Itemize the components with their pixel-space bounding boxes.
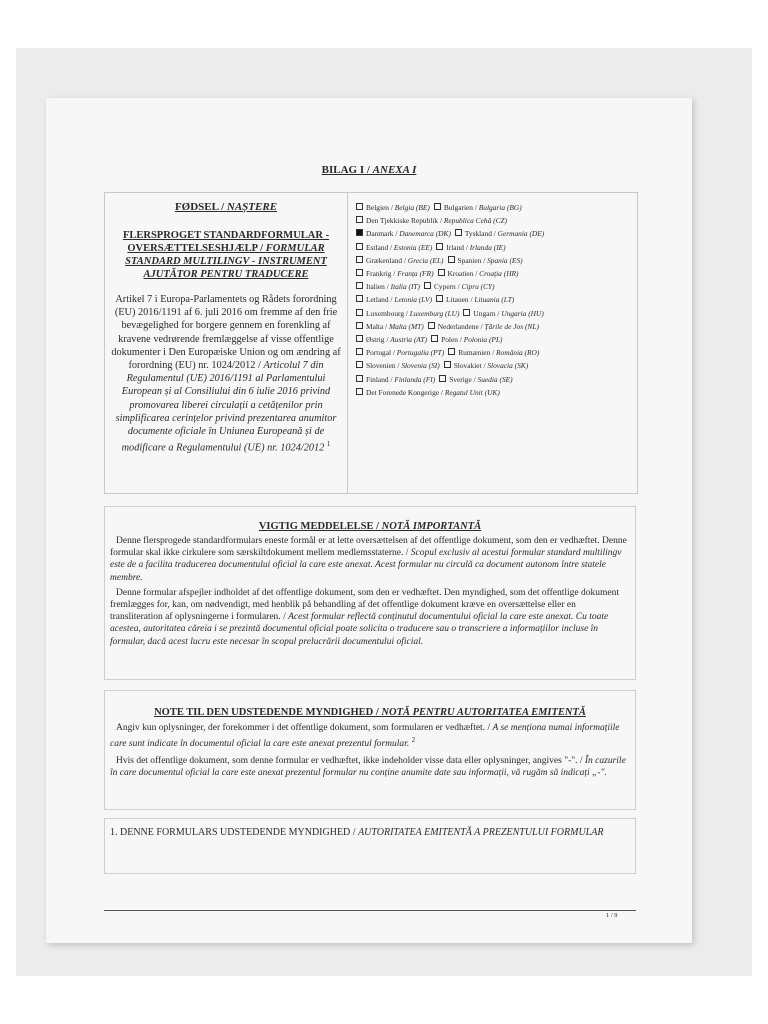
country-name-ro: Spania (ES) (487, 255, 523, 265)
footer-rule (104, 910, 636, 911)
checkbox-icon[interactable] (444, 361, 451, 368)
country-row (355, 346, 637, 359)
checkbox-icon[interactable] (356, 309, 363, 316)
country-name-da: Cypern (434, 282, 456, 292)
country-checkbox-list (355, 201, 637, 399)
checkbox-icon[interactable] (455, 229, 462, 236)
country-name-ro: Regatul Unit (UK) (444, 387, 500, 397)
country-row (355, 320, 637, 333)
separator: / (384, 282, 391, 292)
country-row (355, 201, 637, 214)
country-name-ro: Malta (MT) (389, 321, 424, 331)
country-name-da: Bulgarien (443, 203, 473, 212)
separator: / (383, 321, 389, 331)
important-notice-heading: VIGTIG MEDDELELSE / NOTĂ IMPORTANTĂ (258, 521, 482, 532)
country-name-da: Italien (366, 282, 385, 292)
country-name-ro: Germania (DE) (497, 229, 545, 239)
country-name-ro: Estonia (EE) (393, 242, 433, 252)
separator: / (439, 387, 445, 397)
checkbox-icon[interactable] (356, 203, 363, 210)
country-option (438, 375, 512, 384)
section-1-heading: 1. DENNE FORMULARS UDSTEDENDE MYNDIGHED / AUTORITATEA EMITENTĂ A PREZENTULUI FORMULAR (110, 827, 604, 838)
country-option (355, 322, 424, 331)
form-title-cell (105, 193, 348, 493)
country-name-da: Polen (441, 335, 458, 345)
important-paragraph-1: Denne flersprogede standardformulars eneste formål er at lette oversættelsen af det offentlige dokument, som den er vedhæftet. Denne formular skal ikke cirkulere som særskiltdokument mellem medlemsstaterne. / Scopul exclusiv al acestui formular standard multilingv este de a facilita traducerea documentului oficial la care este anexat. Acest formular nu circulă ca document autonom între statele membre. (110, 536, 627, 583)
country-option (437, 269, 519, 278)
country-name-da: Ungarn (473, 308, 496, 318)
checkbox-icon[interactable] (434, 203, 441, 210)
country-name-ro: Luxemburg (LU) (409, 308, 460, 318)
separator: / (438, 216, 444, 226)
document-page (46, 98, 692, 943)
country-name-ro: Letonia (LV) (394, 295, 433, 305)
checkbox-icon[interactable] (356, 348, 363, 355)
country-option (355, 388, 500, 397)
country-name-ro: Ungaria (HU) (501, 308, 544, 318)
country-row (355, 214, 637, 227)
page-number: 1 / 9 (606, 912, 618, 919)
country-name-ro: Finlanda (FI) (394, 374, 436, 384)
issuing-note-heading: NOTE TIL DEN UDSTEDENDE MYNDIGHED / NOTĂ PENTRU AUTORITATEA EMITENTĂ (154, 707, 586, 718)
country-option (355, 203, 430, 212)
country-option (454, 229, 544, 238)
separator: / (481, 361, 488, 371)
country-option (443, 361, 529, 370)
checkbox-icon[interactable] (356, 388, 363, 395)
country-row (355, 373, 637, 386)
country-name-da: Letland (366, 295, 389, 305)
country-name-ro: Polonia (PL) (463, 335, 503, 345)
country-option (355, 282, 420, 291)
country-name-ro: Lituania (LT) (474, 295, 515, 305)
country-option (355, 269, 434, 278)
country-name-da: Rumænien (458, 348, 491, 358)
country-option (355, 335, 427, 344)
header-box (104, 192, 638, 494)
country-name-ro: Franța (FR) (397, 269, 434, 279)
checkbox-icon[interactable] (356, 295, 363, 302)
country-row (355, 293, 637, 306)
separator: / (395, 361, 402, 371)
country-name-da: Litauen (446, 295, 469, 305)
country-option (355, 256, 444, 265)
checkbox-icon[interactable] (436, 243, 443, 250)
country-option (355, 361, 440, 370)
country-name-da: Slovakiet (453, 361, 482, 371)
checkbox-icon[interactable] (463, 309, 470, 316)
country-option (447, 348, 539, 357)
checkbox-icon[interactable] (356, 216, 363, 223)
country-name-ro: Belgia (BE) (394, 203, 430, 212)
country-name-da: Belgien (366, 203, 389, 212)
country-name-da: Frankrig (366, 269, 392, 279)
country-row (355, 254, 637, 267)
separator: / (471, 374, 478, 384)
checkbox-icon[interactable] (356, 282, 363, 289)
checkbox-icon[interactable] (356, 335, 363, 342)
country-name-da: Luxembourg (366, 308, 405, 318)
checkbox-icon[interactable] (439, 375, 446, 382)
country-option (355, 229, 451, 238)
checkbox-icon[interactable] (448, 256, 455, 263)
country-option (447, 256, 523, 265)
country-option (355, 375, 435, 384)
country-name-da: Den Tjekkiske Republik (366, 216, 439, 226)
country-row (355, 241, 637, 254)
country-row (355, 307, 637, 320)
country-name-ro: Slovenia (SI) (401, 361, 440, 371)
separator: / (473, 203, 479, 212)
country-option (430, 335, 502, 344)
country-name-da: Slovenien (366, 361, 396, 371)
country-name-ro: Portugalia (PT) (396, 348, 445, 358)
form-title: FLERSPROGET STANDARDFORMULAR - OVERSÆTTELSESHJÆLP / FORMULAR STANDARD MULTILINGV - INSTRUMENT AJUTĂTOR PENTRU TRADUCERE (122, 230, 330, 280)
checkbox-icon[interactable] (431, 335, 438, 342)
checkbox-icon[interactable] (356, 361, 363, 368)
country-option (355, 216, 507, 225)
checkbox-icon[interactable] (356, 322, 363, 329)
separator: / (495, 308, 502, 318)
separator: / (389, 203, 395, 212)
issuing-paragraph-2: Hvis det offentlige dokument, som denne formular er vedhæftet, ikke indeholder visse data eller oplysninger, angives "-". / În cazurile în care documentul oficial la care este anexat prezentul formular nu conține anumite date sau informații, vă rugăm să indicați „-". (110, 755, 626, 778)
separator: / (391, 269, 398, 279)
country-name-ro: Republica Cehă (CZ) (443, 216, 508, 226)
separator: / (388, 295, 395, 305)
country-option (355, 309, 459, 318)
separator: / (388, 374, 395, 384)
separator: / (393, 229, 400, 239)
separator: / (468, 295, 475, 305)
separator: / (455, 282, 462, 292)
separator: / (402, 255, 408, 265)
country-name-ro: Croația (HR) (479, 269, 519, 279)
checkbox-icon[interactable] (356, 256, 363, 263)
country-name-ro: Danemarca (DK) (399, 229, 451, 239)
country-name-ro: Bulgaria (BG) (478, 203, 522, 212)
checkbox-icon[interactable] (356, 269, 363, 276)
separator: / (391, 348, 397, 358)
country-name-ro: Țările de Jos (NL) (484, 321, 539, 331)
separator: / (463, 242, 470, 252)
separator: / (388, 242, 394, 252)
country-row (355, 333, 637, 346)
country-name-da: Malta (366, 321, 384, 331)
country-name-ro: Irlanda (IE) (469, 242, 506, 252)
country-name-da: Sverige (449, 374, 472, 384)
country-option (423, 282, 495, 291)
country-name-da: Spanien (457, 255, 482, 265)
issuing-paragraph-1: Angiv kun oplysninger, der forekommer i det offentlige dokument, som formularen er vedhæftet. / A se menționa numai informațiile care sunt indicate în documentul oficial la care este anexat prezentul formular. $^2$ (110, 723, 620, 750)
country-name-da: Kroatien (447, 269, 474, 279)
section-1-box (104, 818, 636, 874)
separator: / (491, 229, 498, 239)
separator: / (478, 321, 485, 331)
country-option (355, 295, 432, 304)
legal-basis: Artikel 7 i Europa-Parlamentets og Rådets forordning (EU) 2016/1191 af 6. juli 2016 om fremme af den frie bevægelighed for borgere gennem en forenkling af kravene vedrørende fremlæggelse af visse offentlige dokumenter i Den Europæiske Union og om ændring af forordning (EU) nr. 1024/2012 / Articolul 7 din Regulamentul (UE) 2016/1191 al Parlamentului European și al Consiliului din 6 iulie 2016 privind promovarea liberei circulații a cetățenilor prin simplificarea cerințelor privind prezentarea anumitor documente oficiale în Uniunea Europeană și de modificare a Regulamentului (UE) nr. 1024/2012 $^1$ (111, 294, 341, 454)
country-option (433, 203, 522, 212)
country-name-da: Estland (366, 242, 389, 252)
separator: / (490, 348, 497, 358)
country-name-da: Østrig (366, 335, 385, 345)
separator: / (384, 335, 391, 345)
checkbox-checked-icon[interactable] (356, 229, 363, 236)
checkbox-icon[interactable] (438, 269, 445, 276)
country-name-ro: Grecia (EL) (407, 255, 444, 265)
country-name-ro: Suedia (SE) (477, 374, 513, 384)
separator: / (481, 255, 488, 265)
country-name-da: Det Forenede Kongerige (366, 387, 440, 397)
country-option (427, 322, 539, 331)
country-option (355, 243, 432, 252)
checkbox-icon[interactable] (356, 243, 363, 250)
checkbox-icon[interactable] (436, 295, 443, 302)
checkbox-icon[interactable] (428, 322, 435, 329)
country-name-da: Nederlandene (437, 321, 479, 331)
country-row (355, 359, 637, 372)
country-name-da: Irland (446, 242, 464, 252)
country-row (355, 386, 637, 399)
country-name-ro: Slovacia (SK) (487, 361, 529, 371)
checkbox-icon[interactable] (424, 282, 431, 289)
country-name-da: Portugal (366, 348, 392, 358)
country-name-ro: Italia (IT) (390, 282, 420, 292)
country-option (462, 309, 543, 318)
country-name-ro: Cipru (CY) (461, 282, 495, 292)
issuing-authority-note-box (104, 690, 636, 810)
separator: / (473, 269, 480, 279)
separator: / (457, 335, 464, 345)
country-row (355, 280, 637, 293)
separator: / (404, 308, 410, 318)
country-option (435, 295, 514, 304)
country-name-ro: Austria (AT) (390, 335, 428, 345)
country-name-da: Tyskland (464, 229, 492, 239)
checkbox-icon[interactable] (356, 375, 363, 382)
country-name-da: Grækenland (366, 255, 403, 265)
important-notice-box (104, 506, 636, 680)
annex-title: BILAG I / ANEXA I (321, 164, 417, 176)
country-row (355, 227, 637, 240)
birth-heading: FØDSEL / NAȘTERE (174, 201, 278, 213)
important-paragraph-2: Denne formular afspejler indholdet af det offentlige dokument, som den er vedhæftet. Den myndighed, som det offentlige dokument fremlægges for, kan, om nødvendigt, med henblik på behandling af det offentlige dokument kræve en oversættelse eller en transliteration af oplysningerne i formularen. / Acest formular reflectă conținutul documentului oficial la care este anexat. Cu toate acestea, autoritatea căreia i se prezintă documentul oficial poate solicita o traducere sau o transcriere a informațiilor incluse în formular, dacă acest lucru este necesar în scopul prelucrării documentului oficial. (110, 587, 620, 647)
country-option (435, 243, 505, 252)
country-option (355, 348, 444, 357)
checkbox-icon[interactable] (448, 348, 455, 355)
country-name-da: Finland (366, 374, 389, 384)
country-name-da: Danmark (366, 229, 394, 239)
country-name-ro: România (RO) (496, 348, 540, 358)
country-row (355, 267, 637, 280)
